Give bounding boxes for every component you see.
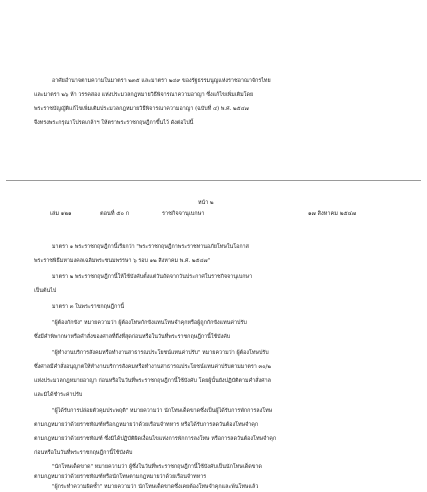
definition-3-line-4: ก่อนหรือในวันที่พระราชกฤษฎีกานี้ใช้บังคับ — [34, 450, 133, 456]
section-2-line-1: มาตรา ๒ พระราชกฤษฎีกานี้ให้ใช้บังคับตั้งแต่วันถัดจากวันประกาศในราชกิจจานุเบกษา — [52, 274, 253, 280]
top-paragraph-line-3: พระราชบัญญัติแก้ไขเพิ่มเติมประมวลกฎหมายวิธีพิจารณาความอาญา (ฉบับที่ ๔) พ.ศ. ๒๕๔๗ — [34, 106, 249, 112]
definition-3-line-3: ตามกฎหมายว่าด้วยราชทัณฑ์ ซึ่งมิได้ปฏิบัติผิดเงื่อนไขแห่งการพักการลงโทษ หรือการลดวันต้องโทษจำคุก — [34, 436, 277, 442]
definition-3-line-2: ตามกฎหมายว่าด้วยราชทัณฑ์หรือกฎหมายว่าด้วยเรือนจำทหาร หรือได้รับการลดวันต้องโทษจำคุก — [34, 422, 259, 428]
section-3-heading: มาตรา ๓ ในพระราชกฤษฎีกานี้ — [52, 304, 125, 310]
section-1-line-1: มาตรา ๑ พระราชกฤษฎีกานี้เรียกว่า "พระราชกฤษฎีกาพระราชทานอภัยโทษในโอกาส — [52, 244, 249, 250]
section-1-line-2: พระราชพิธีมหามงคลเฉลิมพระชนมพรรษา ๖ รอบ ๑๒ สิงหาคม พ.ศ. ๒๕๔๗" — [34, 258, 211, 264]
gazette-date: ๑๗ สิงหาคม ๒๕๔๗ — [308, 211, 357, 217]
top-paragraph-line-2: และมาตรา ๒๖ ห้า วรรคสอง แห่งประมวลกฎหมายวิธีพิจารณาความอาญา ซึ่งแก้ไขเพิ่มเติมโดย — [34, 92, 254, 98]
definition-2-line-4: และมิได้ชำระค่าปรับ — [34, 392, 83, 398]
definition-5-line-1: "ผู้กระทำความผิดซ้ำ" หมายความว่า นักโทษเด็ดขาดซึ่งเคยต้องโทษจำคุกและพ้นโทษแล้ว — [52, 484, 259, 490]
section-2-line-2: เป็นต้นไป — [34, 288, 57, 294]
definition-3-line-1: "ผู้ได้รับการปล่อยตัวคุมประพฤติ" หมายความว่า นักโทษเด็ดขาดซึ่งเป็นผู้ได้รับการพักการลงโทษ — [52, 408, 273, 414]
definition-4-line-2: ตามกฎหมายว่าด้วยราชทัณฑ์หรือนักโทษตามกฎหมายว่าด้วยเรือนจำทหาร — [34, 474, 207, 480]
definition-2-line-1: "ผู้ทำงานบริการสังคมหรือทำงานสาธารณประโยชน์แทนค่าปรับ" หมายความว่า ผู้ต้องโทษปรับ — [52, 350, 269, 356]
definition-2-line-2: ซึ่งศาลมีคำสั่งอนุญาตให้ทำงานบริการสังคมหรือทำงานสาธารณประโยชน์แทนค่าปรับตามมาตรา ๓๐/๒ — [34, 364, 271, 370]
volume-label: เล่ม ๑๒๑ — [50, 211, 72, 217]
page-divider — [6, 180, 421, 181]
gazette-name: ราชกิจจานุเบกษา — [162, 211, 205, 217]
gazette-header — [50, 210, 410, 218]
page-number: หน้า ๒ — [198, 200, 214, 206]
top-paragraph-line-1: อาศัยอำนาจตามความในมาตรา ๒๓๕ และมาตรา ๒๔๙ ของรัฐธรรมนูญแห่งราชอาณาจักรไทย — [52, 78, 271, 84]
definition-2-line-3: แห่งประมวลกฎหมายอาญา ก่อนหรือในวันที่พระราชกฤษฎีกานี้ใช้บังคับ โดยผู้นั้นยังปฏิบัติตามคำสั่งศาล — [34, 378, 271, 384]
top-paragraph-line-4: จึงทรงพระกรุณาโปรดเกล้าฯ ให้ตราพระราชกฤษฎีกาขึ้นไว้ ดังต่อไปนี้ — [34, 120, 194, 126]
definition-1-line-1: "ผู้ต้องกักขัง" หมายความว่า ผู้ต้องโทษกักขังแทนโทษจำคุกหรือผู้ถูกกักขังแทนค่าปรับ — [52, 320, 247, 326]
definition-1-line-2: ซึ่งมีคำพิพากษาหรือคำสั่งของศาลที่ถึงที่สุดก่อนหรือในวันที่พระราชกฤษฎีกานี้ใช้บังคับ — [34, 334, 231, 340]
part-label: ตอนที่ ๕๐ ก — [100, 211, 130, 217]
definition-4-line-1: "นักโทษเด็ดขาด" หมายความว่า ผู้ซึ่งในวันที่พระราชกฤษฎีกานี้ใช้บังคับเป็นนักโทษเด็ดขาด — [52, 464, 262, 470]
